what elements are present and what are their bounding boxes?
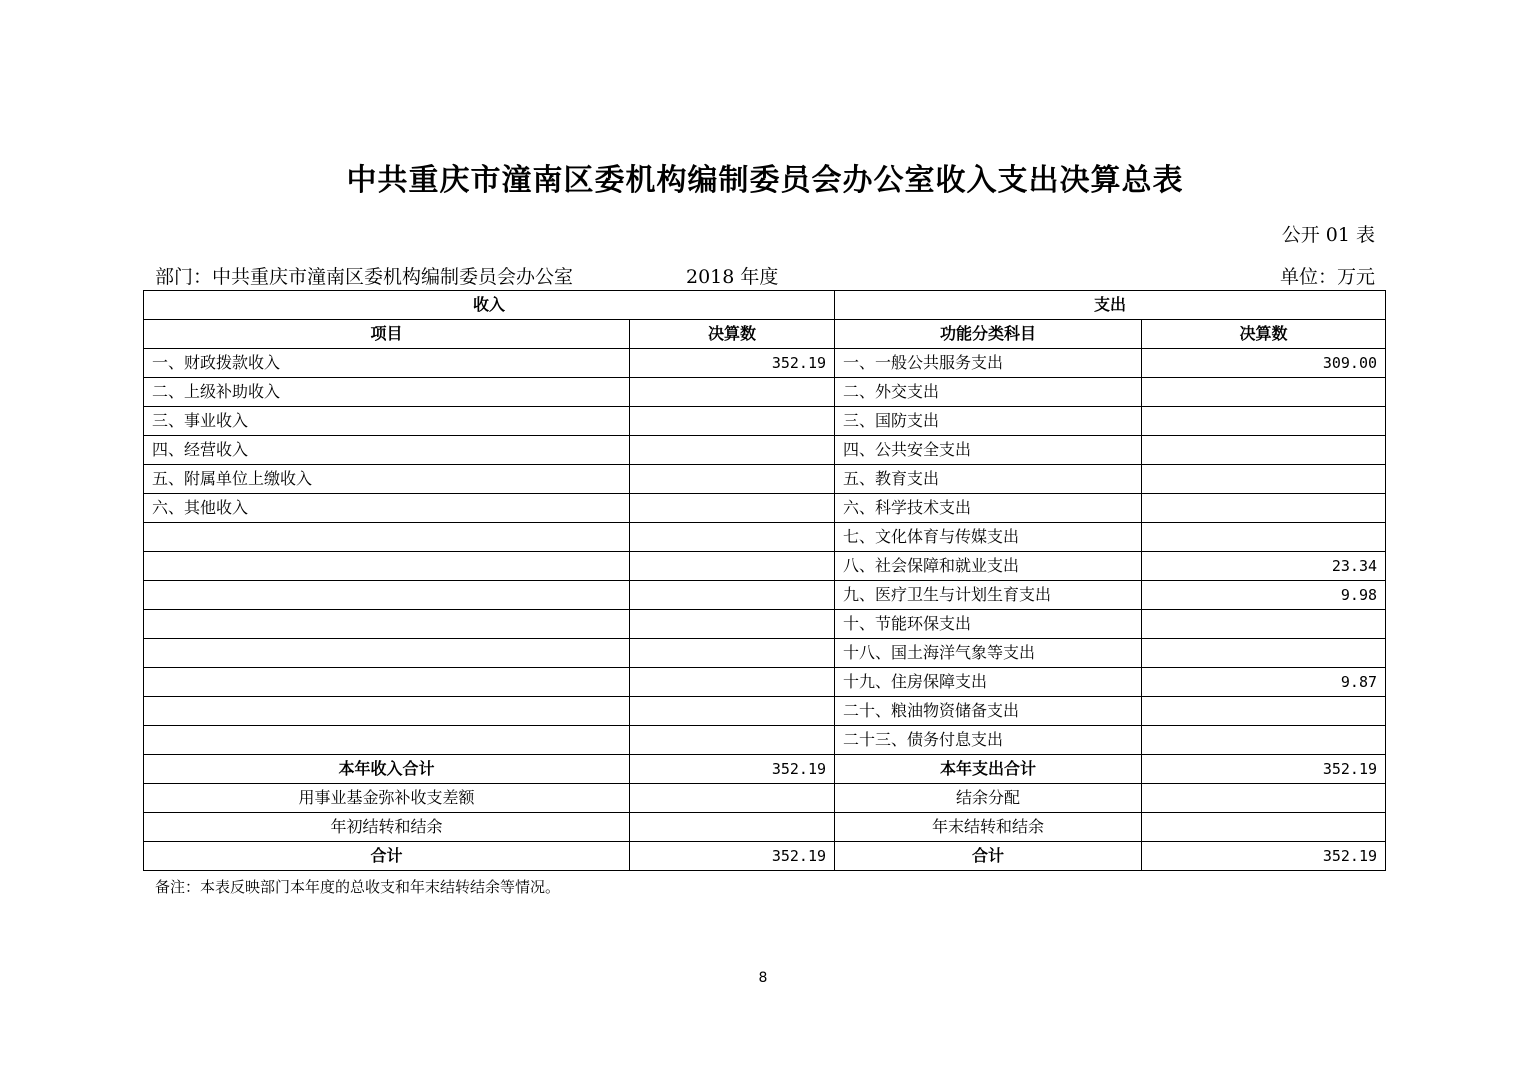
footnote: 备注：本表反映部门本年度的总收支和年末结转结余等情况。 bbox=[155, 878, 561, 896]
income-item: 六、其他收入 bbox=[144, 494, 630, 523]
fund-row bbox=[144, 784, 1386, 813]
expense-value bbox=[1142, 639, 1386, 668]
income-value bbox=[630, 494, 835, 523]
income-total-label: 合计 bbox=[144, 842, 630, 871]
income-value bbox=[630, 436, 835, 465]
income-value bbox=[630, 639, 835, 668]
table-row bbox=[144, 349, 1386, 378]
table-row bbox=[144, 697, 1386, 726]
expense-item: 十九、住房保障支出 bbox=[835, 668, 1142, 697]
fiscal-year: 2018 年度 bbox=[686, 266, 779, 288]
expense-value bbox=[1142, 697, 1386, 726]
expense-item: 九、医疗卫生与计划生育支出 bbox=[835, 581, 1142, 610]
income-header: 收入 bbox=[144, 291, 835, 320]
surplus-dist-value bbox=[1142, 784, 1386, 813]
expense-value bbox=[1142, 436, 1386, 465]
expense-item: 八、社会保障和就业支出 bbox=[835, 552, 1142, 581]
expense-total-label: 合计 bbox=[835, 842, 1142, 871]
surplus-dist-label: 结余分配 bbox=[835, 784, 1142, 813]
expense-value: 9.98 bbox=[1142, 581, 1386, 610]
expense-value bbox=[1142, 726, 1386, 755]
carryover-row bbox=[144, 813, 1386, 842]
income-item bbox=[144, 610, 630, 639]
income-value bbox=[630, 581, 835, 610]
income-item bbox=[144, 523, 630, 552]
expense-header: 支出 bbox=[835, 291, 1386, 320]
page-title: 中共重庆市潼南区委机构编制委员会办公室收入支出决算总表 bbox=[346, 163, 1184, 198]
form-number: 公开 01 表 bbox=[1281, 224, 1375, 246]
expense-item: 二十三、债务付息支出 bbox=[835, 726, 1142, 755]
table-row bbox=[144, 523, 1386, 552]
income-value bbox=[630, 726, 835, 755]
item-header: 项目 bbox=[144, 320, 630, 349]
income-value bbox=[630, 378, 835, 407]
table-row bbox=[144, 668, 1386, 697]
expense-item: 十八、国土海洋气象等支出 bbox=[835, 639, 1142, 668]
expense-item: 七、文化体育与传媒支出 bbox=[835, 523, 1142, 552]
income-item: 五、附属单位上缴收入 bbox=[144, 465, 630, 494]
expense-value bbox=[1142, 378, 1386, 407]
income-item: 三、事业收入 bbox=[144, 407, 630, 436]
table-row bbox=[144, 494, 1386, 523]
expense-item: 二十、粮油物资储备支出 bbox=[835, 697, 1142, 726]
expense-value bbox=[1142, 523, 1386, 552]
end-carryover-label: 年末结转和结余 bbox=[835, 813, 1142, 842]
income-item bbox=[144, 639, 630, 668]
expense-value bbox=[1142, 407, 1386, 436]
income-item: 一、财政拨款收入 bbox=[144, 349, 630, 378]
end-carryover-value bbox=[1142, 813, 1386, 842]
unit-label: 单位：万元 bbox=[1279, 266, 1375, 288]
expense-item: 六、科学技术支出 bbox=[835, 494, 1142, 523]
begin-carryover-label: 年初结转和结余 bbox=[144, 813, 630, 842]
expense-item: 十、节能环保支出 bbox=[835, 610, 1142, 639]
table-row bbox=[144, 552, 1386, 581]
fund-label: 用事业基金弥补收支差额 bbox=[144, 784, 630, 813]
expense-item: 二、外交支出 bbox=[835, 378, 1142, 407]
expense-item: 三、国防支出 bbox=[835, 407, 1142, 436]
expense-value bbox=[1142, 610, 1386, 639]
expense-total-value: 352.19 bbox=[1142, 842, 1386, 871]
department-label: 部门：中共重庆市潼南区委机构编制委员会办公室 bbox=[155, 266, 574, 288]
income-item: 四、经营收入 bbox=[144, 436, 630, 465]
page-number: 8 bbox=[758, 970, 768, 986]
income-item bbox=[144, 581, 630, 610]
income-value bbox=[630, 407, 835, 436]
expense-year-total-label: 本年支出合计 bbox=[835, 755, 1142, 784]
table-row bbox=[144, 378, 1386, 407]
income-value bbox=[630, 465, 835, 494]
income-amount-header: 决算数 bbox=[630, 320, 835, 349]
table-row bbox=[144, 407, 1386, 436]
income-total-value: 352.19 bbox=[630, 842, 835, 871]
income-item bbox=[144, 697, 630, 726]
expense-value bbox=[1142, 465, 1386, 494]
expense-year-total-value: 352.19 bbox=[1142, 755, 1386, 784]
table-row bbox=[144, 610, 1386, 639]
income-item bbox=[144, 552, 630, 581]
table-row bbox=[144, 639, 1386, 668]
income-value bbox=[630, 610, 835, 639]
income-value bbox=[630, 523, 835, 552]
table-subheader-row bbox=[144, 320, 1386, 349]
expense-value: 309.00 bbox=[1142, 349, 1386, 378]
table-row bbox=[144, 465, 1386, 494]
income-value bbox=[630, 697, 835, 726]
table-row bbox=[144, 581, 1386, 610]
expense-value: 23.34 bbox=[1142, 552, 1386, 581]
table-row bbox=[144, 726, 1386, 755]
expense-item: 四、公共安全支出 bbox=[835, 436, 1142, 465]
expense-item: 五、教育支出 bbox=[835, 465, 1142, 494]
table-row bbox=[144, 436, 1386, 465]
expense-amount-header: 决算数 bbox=[1142, 320, 1386, 349]
income-year-total-value: 352.19 bbox=[630, 755, 835, 784]
expense-value: 9.87 bbox=[1142, 668, 1386, 697]
function-item-header: 功能分类科目 bbox=[835, 320, 1142, 349]
income-item: 二、上级补助收入 bbox=[144, 378, 630, 407]
begin-carryover-value bbox=[630, 813, 835, 842]
income-value bbox=[630, 552, 835, 581]
expense-value bbox=[1142, 494, 1386, 523]
income-value: 352.19 bbox=[630, 349, 835, 378]
income-value bbox=[630, 668, 835, 697]
income-item bbox=[144, 726, 630, 755]
income-item bbox=[144, 668, 630, 697]
year-total-row bbox=[144, 755, 1386, 784]
fund-value bbox=[630, 784, 835, 813]
income-year-total-label: 本年收入合计 bbox=[144, 755, 630, 784]
budget-summary-table bbox=[143, 290, 1386, 871]
expense-item: 一、一般公共服务支出 bbox=[835, 349, 1142, 378]
table-header-row bbox=[144, 291, 1386, 320]
grand-total-row bbox=[144, 842, 1386, 871]
